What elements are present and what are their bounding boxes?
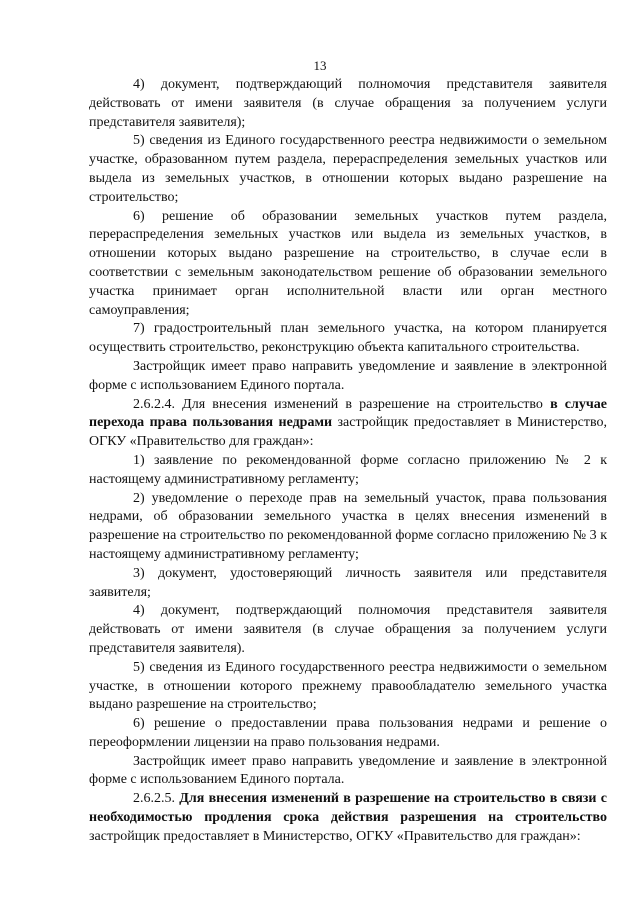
- section-2-6-2-4-text: Для внесения изменений в разрешение на строительство: [175, 396, 551, 412]
- paragraph-electronic-form-note: Застройщик имеет право направить уведомление и заявление в электронной форме с использованием Единого портала.: [89, 358, 607, 393]
- paragraph-item-6: 6) решение об образовании земельных участков путем раздела, перераспределения земельных участков или выдела из земельных участков, в отношении которых выдано разрешение на строительство, в случае если в соответствии с земельным законодательством решение об образовании земельного участка принимает орган исполнительной власти или орган местного самоуправления;: [89, 208, 607, 318]
- section-2-6-2-4: [89, 396, 607, 452]
- section-2-6-2-5-bold-text: Для внесения изменений в разрешение на строительство в связи с необходимостью продления срока действия разрешения на строительство: [89, 791, 607, 826]
- list-item-3: 3) документ, удостоверяющий личность заявителя или представителя заявителя;: [89, 565, 607, 600]
- section-2-6-2-4-tail: застройщик предоставляет в Министерство, ОГКУ «Правительство для граждан»:: [89, 415, 607, 450]
- list-item-2: 2) уведомление о переходе прав на земельный участок, права пользования недрами, об образовании земельного участка в целях внесения изменений в разрешение на строительство по рекомендованной форме согласно приложению № 3 к настоящему административному регламенту;: [89, 490, 607, 562]
- document-body: [89, 76, 607, 847]
- list-item-6: 6) решение о предоставлении права пользования недрами и решение о переоформлении лицензии на право пользования недрами.: [89, 716, 607, 750]
- paragraph-electronic-form-note-2: Застройщик имеет право направить уведомление и заявление в электронной форме с использованием Единого портала.: [89, 753, 607, 788]
- section-2-6-2-5: [89, 790, 607, 846]
- section-2-6-2-4-number: 2.6.2.4.: [133, 396, 175, 412]
- section-2-6-2-4-bold-text: в случае перехода права пользования недрами: [89, 396, 607, 431]
- page-number: 13: [313, 58, 327, 73]
- list-item-5: 5) сведения из Единого государственного реестра недвижимости о земельном участке, в отношении которого прежнему правообладателю земельного участка выдано разрешение на строительство;: [89, 659, 607, 713]
- section-2-6-2-5-tail: застройщик предоставляет в Министерство, ОГКУ «Правительство для граждан»:: [89, 828, 581, 844]
- paragraph-item-7: 7) градостроительный план земельного участка, на котором планируется осуществить строительство, реконструкцию объекта капитального строительства.: [89, 321, 607, 356]
- paragraph-item-4: 4) документ, подтверждающий полномочия представителя заявителя действовать от имени заявителя (в случае обращения за получением услуги представителя заявителя);: [89, 77, 607, 130]
- paragraph-item-5: 5) сведения из Единого государственного реестра недвижимости о земельном участке, образованном путем раздела, перераспределения земельных участков или выдела из земельных участков, в отношении которых выдано разрешение на строительство;: [89, 133, 607, 205]
- section-2-6-2-5-number: 2.6.2.5.: [133, 791, 175, 807]
- list-item-1: 1) заявление по рекомендованной форме согласно приложению № 2 к настоящему административному регламенту;: [89, 452, 607, 487]
- list-item-4: 4) документ, подтверждающий полномочия представителя заявителя действовать от имени заявителя (в случае обращения за получением услуги представителя заявителя).: [89, 603, 607, 656]
